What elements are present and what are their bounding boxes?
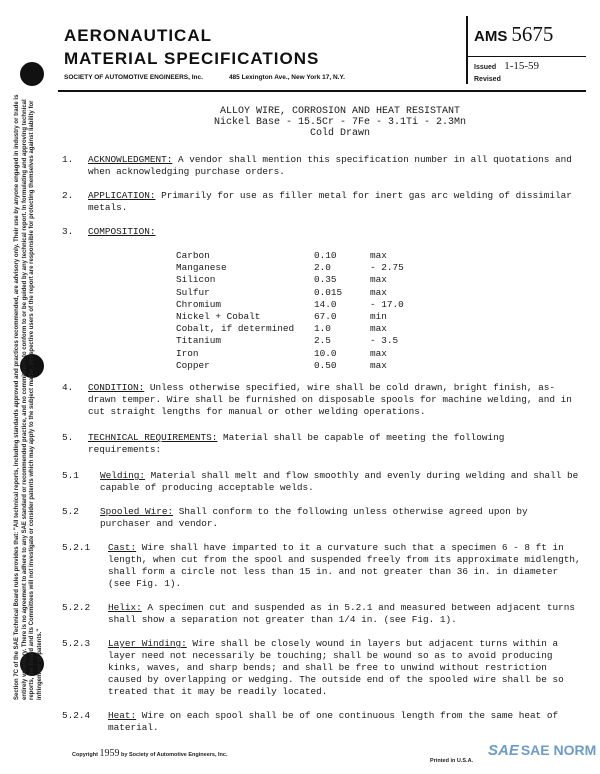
element-value: 10.0: [314, 347, 337, 359]
society-address: 485 Lexington Ave., New York 17, N.Y.: [228, 74, 345, 81]
element-name: Sulfur: [176, 286, 210, 298]
spec-code: [474, 22, 553, 47]
section-composition: [62, 226, 582, 238]
section-heading: CONDITION:: [88, 382, 145, 393]
copyright-year: 1959: [99, 748, 120, 759]
section-text: Wire shall be closely wound in layers but adjacent turns within a layer need not necessarily be touching; shall be wound so as to avoid producing kinks, waves, and sharp bends; and shall be free to unwind without restriction caused by overlapping or wedging. The outside end of the spooled wire shall be so treated that it may be readily located.: [108, 638, 564, 697]
section-number: 5.2.3: [62, 638, 91, 649]
element-name: Nickel + Cobalt: [176, 310, 261, 322]
document-title: [140, 106, 540, 139]
section-number: 1.: [62, 154, 74, 165]
spec-number-box: [466, 16, 584, 84]
title-line1: ALLOY WIRE, CORROSION AND HEAT RESISTANT: [219, 106, 461, 117]
section-cast: [62, 542, 582, 590]
element-value: 2.0: [314, 262, 331, 274]
issued-label: Issued: [474, 64, 497, 71]
element-value: - 17.0: [370, 298, 404, 310]
element-value: - 2.75: [370, 262, 404, 274]
section-heading: Heat:: [108, 710, 137, 721]
section-text: Shall conform to the following unless otherwise agreed upon by purchaser and vendor.: [100, 506, 528, 529]
section-heading: Helix:: [108, 602, 142, 613]
section-spooled-wire: [62, 506, 582, 530]
watermark-text: SAE NORM: [520, 742, 597, 758]
element-value: max: [370, 347, 387, 359]
copyright-owner: by Society of Automotive Engineers, Inc.: [121, 752, 228, 758]
spec-number: 5675: [511, 22, 554, 46]
side-note: Section 7C of the SAE Technical Board rules provides that: "All technical reports, including standards approved and practices recommended, are advisory only. Their use by anyone engaged in industry or trade is entirely voluntary. There is no agreement to adhere to any SAE standard or recommended practice, and no commitment to conform to or be guided by any technical report. In formulating and approving technical reports, the Board and its Committees will not investigate or consider patents which may apply to the subject matter. Prospective users of the report are responsible for protecting themselves against liability for infringement of patents.": [14, 94, 43, 700]
header-divider: [58, 90, 586, 92]
element-name: Chromium: [176, 298, 222, 310]
section-technical-requirements: [62, 432, 582, 456]
element-value: 0.50: [314, 359, 337, 371]
section-text: Unless otherwise specified, wire shall be cold drawn, bright finish, as-drawn temper. Wire shall be furnished on disposable spools for machine welding, and in cut straight lengths for manual or other welding operations.: [88, 382, 572, 417]
header-line1: AERONAUTICAL: [64, 26, 212, 45]
element-name: Iron: [176, 347, 199, 359]
element-name: Titanium: [176, 335, 222, 347]
section-text: Primarily for use as filler metal for inert gas arc welding of dissimilar metals.: [88, 190, 572, 213]
element-value: 1.0: [314, 323, 331, 335]
element-value: 0.015: [314, 286, 343, 298]
element-value: 0.35: [314, 274, 337, 286]
element-value: 14.0: [314, 298, 337, 310]
issued-row: [474, 60, 539, 72]
header: [64, 24, 464, 81]
section-number: 5.: [62, 432, 74, 443]
section-layer-winding: [62, 638, 582, 698]
section-text: Wire shall have imparted to it a curvature such that a specimen 6 - 8 ft in length, when cut from the spool and suspended freely from its approximate midlength, shall form a circle not less than 15 in. and not greater than 36 in. in diameter (see Fig. 1).: [108, 542, 581, 589]
society-name: SOCIETY OF AUTOMOTIVE ENGINEERS, Inc.: [64, 74, 203, 81]
element-value: max: [370, 250, 387, 261]
section-number: 4.: [62, 382, 74, 393]
section-application: [62, 190, 582, 214]
element-value: max: [370, 323, 387, 335]
section-heading: Spooled Wire:: [100, 506, 174, 517]
section-number: 3.: [62, 226, 74, 237]
section-text: Material shall be capable of meeting the following requirements:: [88, 432, 505, 455]
section-text: Wire on each spool shall be of one continuous length from the same heat of material.: [108, 710, 559, 733]
element-name: Carbon: [176, 250, 210, 261]
section-heading: ACKNOWLEDGMENT:: [88, 154, 173, 165]
element-value: min: [370, 310, 387, 322]
spec-prefix: AMS: [474, 28, 508, 45]
society-line: [64, 74, 464, 81]
element-name: Copper: [176, 359, 210, 371]
section-helix: [62, 602, 582, 626]
element-name: Manganese: [176, 262, 227, 274]
section-number: 5.1: [62, 470, 79, 481]
printed-in: Printed in U.S.A.: [430, 758, 474, 764]
sae-logo-icon: SAE: [488, 742, 519, 759]
element-value: max: [370, 286, 387, 298]
element-value: - 3.5: [370, 335, 399, 347]
element-value: 0.10: [314, 250, 337, 261]
section-number: 5.2.1: [62, 542, 91, 553]
element-value: max: [370, 359, 387, 371]
section-heat: [62, 710, 582, 734]
section-welding: [62, 470, 582, 494]
revised-label: Revised: [474, 76, 501, 83]
sae-norm-watermark: [488, 742, 596, 759]
element-name: Silicon: [176, 274, 216, 286]
section-heading: TECHNICAL REQUIREMENTS:: [88, 432, 218, 443]
section-heading: Cast:: [108, 542, 137, 553]
section-text: A specimen cut and suspended as in 5.2.1 and measured between adjacent turns shall show a separation not greater than 1/4 in. (see Fig. 1).: [108, 602, 575, 625]
section-number: 5.2.4: [62, 710, 91, 721]
section-heading: COMPOSITION:: [88, 226, 156, 237]
copyright-line: [72, 748, 228, 759]
section-heading: Welding:: [100, 470, 146, 481]
section-condition: [62, 382, 582, 418]
title-line3: Cold Drawn: [309, 128, 370, 139]
section-number: 5.2: [62, 506, 79, 517]
section-heading: Layer Winding:: [108, 638, 187, 649]
header-line2: MATERIAL SPECIFICATIONS: [64, 49, 320, 68]
section-text: A vendor shall mention this specification number in all quotations and when acknowledging purchase orders.: [88, 154, 572, 177]
element-value: 67.0: [314, 310, 337, 322]
issued-date: 1-15-59: [504, 60, 540, 72]
section-number: 5.2.2: [62, 602, 91, 613]
spec-box-divider: [468, 56, 586, 57]
section-acknowledgment: [62, 154, 582, 178]
section-text: Material shall melt and flow smoothly and evenly during welding and shall be capable of producing acceptable welds.: [100, 470, 579, 493]
element-value: 2.5: [314, 335, 331, 347]
element-name: Cobalt, if determined: [176, 323, 295, 335]
copyright-label: Copyright: [72, 752, 98, 758]
element-value: max: [370, 274, 387, 286]
title-line2: Nickel Base - 15.5Cr - 7Fe - 3.1Ti - 2.3Mn: [213, 117, 467, 128]
section-number: 2.: [62, 190, 74, 201]
section-heading: APPLICATION:: [88, 190, 156, 201]
